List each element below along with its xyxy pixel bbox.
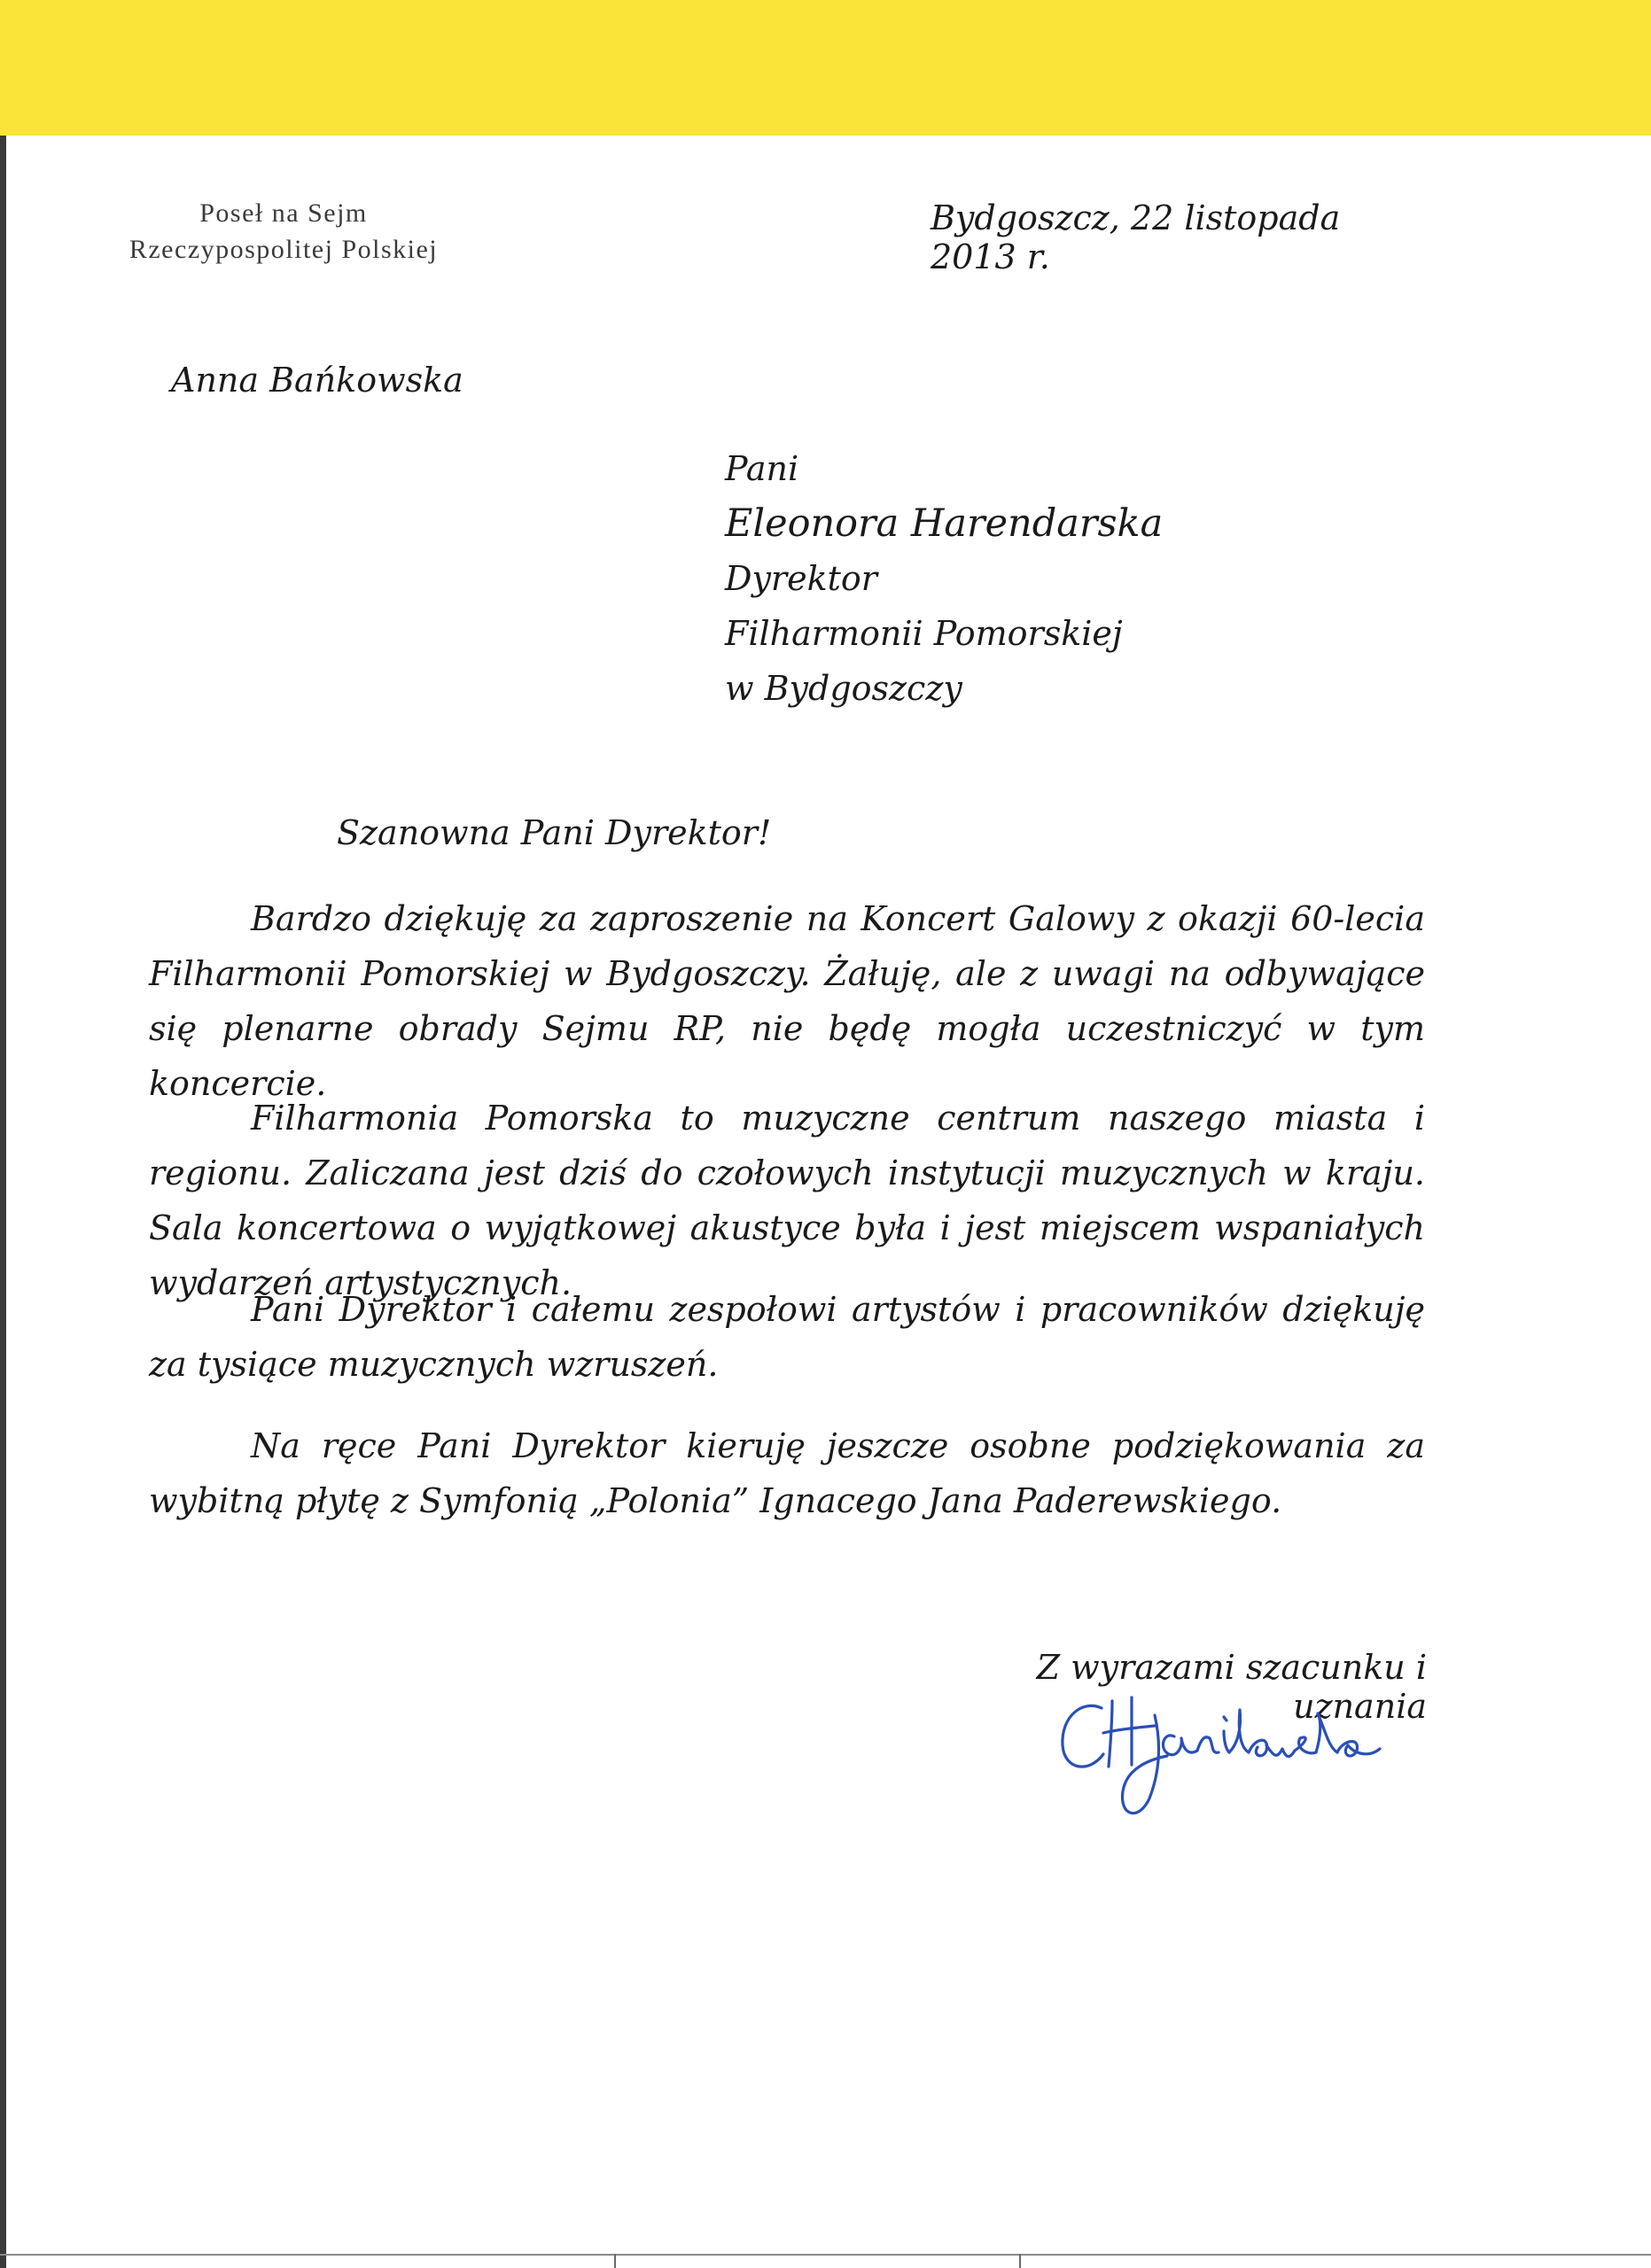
sender-line-2: Rzeczypospolitej Polskiej: [128, 235, 439, 264]
scan-edge: [0, 136, 6, 2268]
sender-line-1: Poseł na Sejm: [199, 198, 368, 228]
greeting: Szanowna Pani Dyrektor!: [337, 813, 772, 852]
scan-bottom-line: [0, 2254, 1651, 2256]
recipient-name: Eleonora Harendarska: [725, 501, 1164, 546]
sender-block: [97, 195, 470, 268]
header-color-band: [0, 0, 1651, 136]
scan-bottom-tick: [1019, 2254, 1021, 2268]
recipient-city: w Bydgoszczy: [725, 669, 962, 708]
recipient-block: [725, 441, 1163, 716]
body-paragraph: Filharmonia Pomorska to muzyczne centrum naszego miasta i regionu. Zaliczana jest dziś do czołowych instytucji muzycznych w kraju. Sala koncertowa o wyjątkowej akustyce była i jest miejscem wspaniałych wydarzeń artystycznych.: [149, 1099, 1425, 1302]
recipient-salutation: Pani: [725, 449, 799, 488]
closing-line: Z wyrazami szacunku i uznania: [1036, 1648, 1427, 1726]
body-paragraph: Bardzo dziękuję za zaproszenie na Koncert Galowy z okazji 60-lecia Filharmonii Pomorskiej w Bydgoszczy. Żałuję, ale z uwagi na odbywające się plenarne obrady Sejmu RP, nie będę mogła uczestniczyć w tym koncercie.: [149, 899, 1425, 1103]
scan-bottom-tick: [614, 2254, 616, 2268]
letter-date: Bydgoszcz, 22 listopada 2013 r.: [931, 198, 1341, 276]
handwritten-signature: [1050, 1674, 1405, 1825]
recipient-title: Dyrektor: [725, 559, 877, 598]
body-paragraph: Na ręce Pani Dyrektor kieruję jeszcze osobne podziękowania za wybitną płytę z Symfonią „Polonia” Ignacego Jana Paderewskiego.: [149, 1426, 1425, 1520]
recipient-institution: Filharmonii Pomorskiej: [725, 614, 1123, 653]
body-paragraph: Pani Dyrektor i całemu zespołowi artystów i pracowników dziękuję za tysiące muzycznych wzruszeń.: [149, 1290, 1425, 1384]
author-name: Anna Bańkowska: [171, 361, 463, 400]
